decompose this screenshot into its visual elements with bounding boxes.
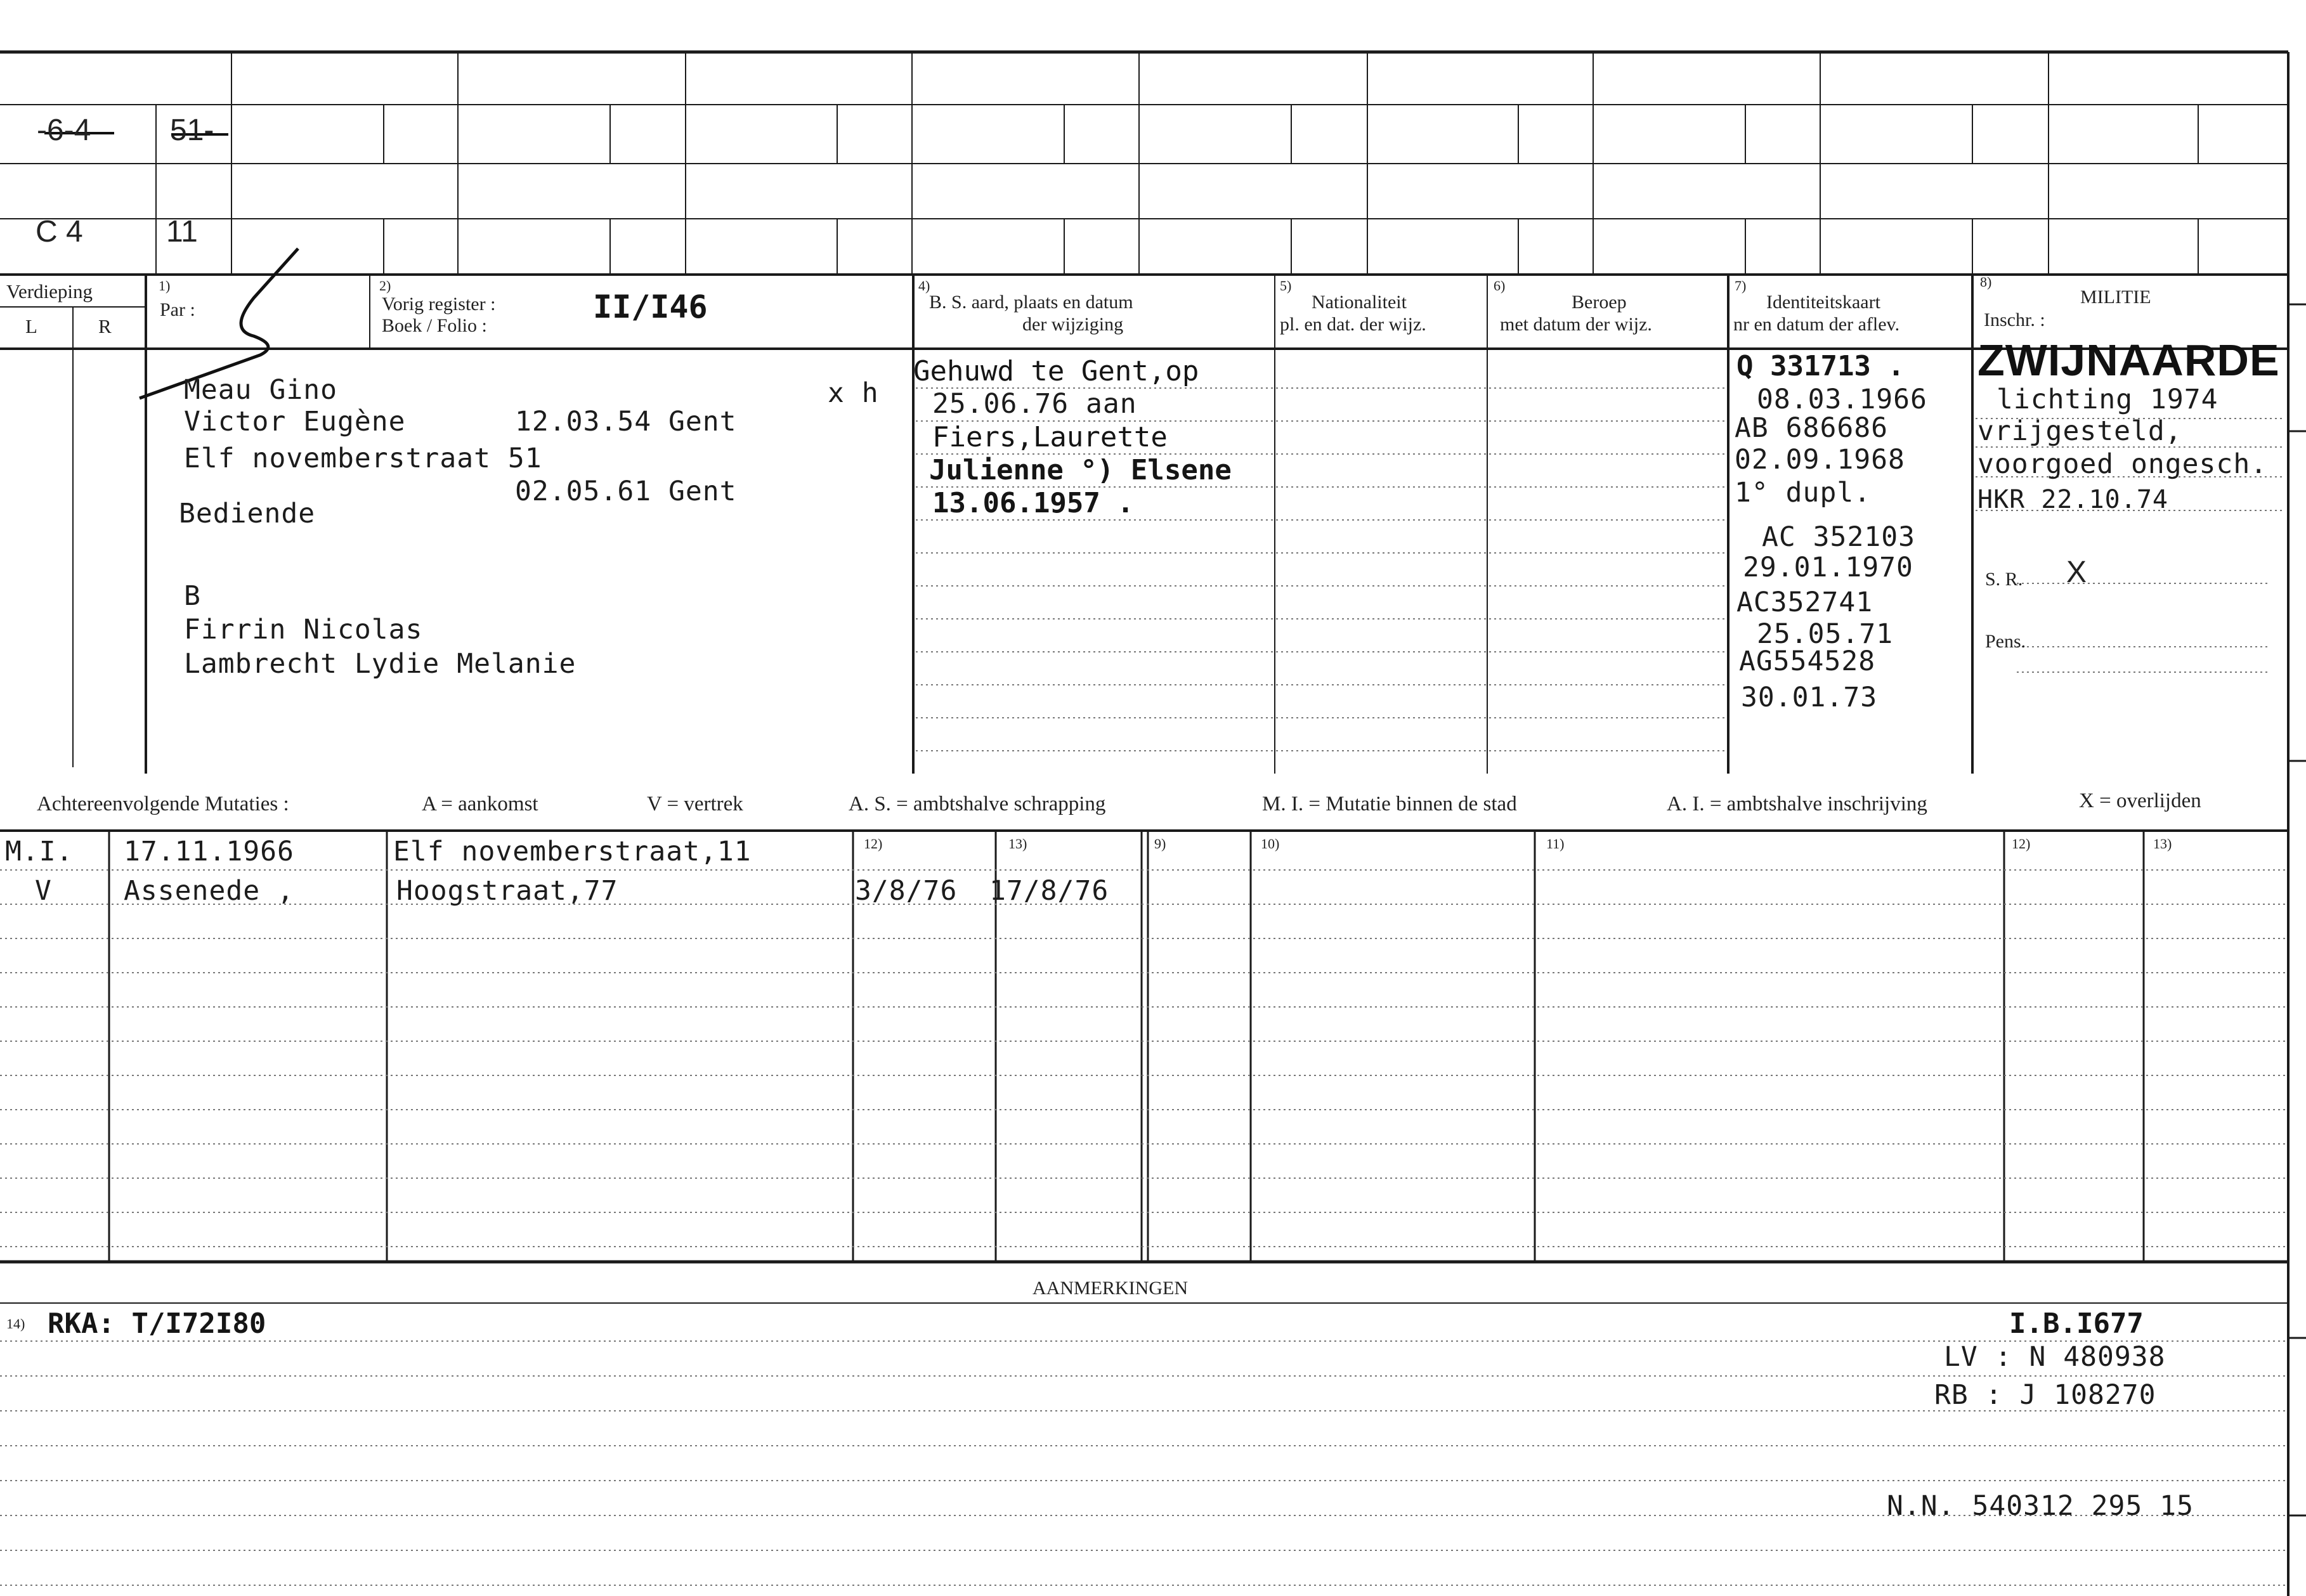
- mutation-2-c13: 17/8/76: [989, 875, 1109, 907]
- verdieping-r: R: [98, 315, 112, 337]
- col2-num: 2): [379, 278, 391, 294]
- mutation-2-address: Hoogstraat,77: [396, 875, 618, 907]
- id-card-line-3: AB 686686: [1735, 412, 1888, 444]
- register-row2-b: 11: [166, 215, 198, 249]
- col7-num: 7): [1735, 278, 1747, 294]
- person-mother: Lambrecht Lydie Melanie: [184, 648, 576, 680]
- id-card-line-10: AG554528: [1739, 646, 1876, 677]
- bs-label-1: B. S. aard, plaats en datum: [929, 292, 1133, 313]
- mutation-1-address: Elf novemberstraat,11: [393, 836, 752, 867]
- inschr-label: Inschr. :: [1984, 309, 2045, 330]
- id-label-1: Identiteitskaart: [1766, 292, 1880, 313]
- militia-line-1: lichting 1974: [1997, 384, 2218, 415]
- militia-stamp: ZWIJNAARDE: [1977, 335, 2280, 385]
- remarks-ib: I.B.I677: [2009, 1307, 2144, 1340]
- bs-label-2: der wijziging: [1022, 314, 1124, 335]
- remarks-rb: RB : J 108270: [1934, 1379, 2156, 1411]
- mut-col-13-b: 13): [2153, 836, 2172, 852]
- verdieping-label: Verdieping: [6, 280, 93, 302]
- person-sex-mark: x h: [828, 377, 879, 409]
- id-label-2: nr en datum der aflev.: [1733, 314, 1900, 335]
- civil-status-line-3: Fiers,Laurette: [932, 421, 1168, 453]
- vorig-register-label: Vorig register :: [382, 294, 496, 315]
- mut-col-12-b: 12): [2012, 836, 2031, 852]
- remarks-nn: N.N. 540312 295 15: [1887, 1490, 2194, 1522]
- mutation-1-type: M.I.: [5, 836, 74, 867]
- mutation-2-place: Assenede ,: [124, 875, 294, 907]
- legend-item-as: A. S. = ambtshalve schrapping: [849, 793, 1106, 815]
- col8-num: 8): [1980, 274, 1992, 290]
- militia-line-3: voorgoed ongesch.: [1977, 448, 2268, 480]
- civil-status-line-4: Julienne °) Elsene: [929, 454, 1232, 486]
- civil-status-line-2: 25.06.76 aan: [932, 388, 1137, 420]
- legend-item-mi: M. I. = Mutatie binnen de stad: [1262, 793, 1517, 815]
- mutation-2-type: V: [35, 875, 52, 907]
- person-name: Meau Gino: [184, 374, 337, 406]
- par-label: Par :: [160, 299, 195, 320]
- person-parents-mark: B: [184, 580, 201, 612]
- person-father: Firrin Nicolas: [184, 614, 423, 646]
- id-card-line-8: AC352741: [1736, 587, 1873, 618]
- person-occupation: Bediende: [179, 498, 316, 529]
- civil-status-line-1: Gehuwd te Gent,op: [913, 355, 1199, 387]
- legend-item-a: A = aankomst: [422, 793, 538, 815]
- mut-col-12-a: 12): [864, 836, 883, 852]
- id-card-line-5: 1° dupl.: [1735, 477, 1872, 509]
- mutation-1-date: 17.11.1966: [124, 836, 294, 867]
- beroep-label-2: met datum der wijz.: [1500, 314, 1652, 335]
- militie-label: MILITIE: [2080, 287, 2151, 308]
- register-row1-a: -6-4: [37, 114, 91, 147]
- col5-num: 5): [1280, 278, 1292, 294]
- legend-item-ai: A. I. = ambtshalve inschrijving: [1667, 793, 1927, 815]
- id-card-line-7: 29.01.1970: [1743, 552, 1913, 583]
- id-card-line-6: AC 352103: [1762, 521, 1915, 553]
- id-card-line-2: 08.03.1966: [1757, 384, 1927, 415]
- nat-label-1: Nationaliteit: [1312, 292, 1407, 313]
- person-birth: 12.03.54 Gent: [515, 406, 737, 438]
- person-address-date: 02.05.61 Gent: [515, 476, 737, 507]
- boek-folio-label: Boek / Folio :: [382, 315, 487, 336]
- remarks-rka: RKA: T/I72I80: [48, 1307, 266, 1340]
- mut-col-11: 11): [1546, 836, 1565, 852]
- legend-item-v: V = vertrek: [647, 793, 743, 815]
- beroep-label-1: Beroep: [1572, 292, 1627, 313]
- id-card-line-1: Q 331713 .: [1736, 350, 1905, 382]
- legend-title: Achtereenvolgende Mutaties :: [37, 793, 289, 815]
- person-address: Elf novemberstraat 51: [184, 443, 542, 474]
- id-card-line-11: 30.01.73: [1741, 682, 1878, 713]
- mut-col-13-a: 13): [1008, 836, 1027, 852]
- civil-status-line-5: 13.06.1957 .: [932, 487, 1134, 519]
- militia-line-4: HKR 22.10.74: [1977, 485, 2168, 514]
- mut-col-10: 10): [1261, 836, 1280, 852]
- remarks-lv: LV : N 480938: [1944, 1341, 2166, 1373]
- id-card-line-4: 02.09.1968: [1735, 444, 1905, 476]
- pens-label: Pens.: [1985, 631, 2026, 652]
- col6-num: 6): [1494, 278, 1506, 294]
- col1-num: 1): [159, 278, 171, 294]
- remarks-title: AANMERKINGEN: [1032, 1278, 1188, 1299]
- col4-num: 4): [918, 278, 930, 294]
- remarks-num: 14): [6, 1316, 25, 1332]
- militia-line-2: vrijgesteld,: [1977, 415, 2182, 447]
- legend-item-x: X = overlijden: [2079, 789, 2201, 812]
- verdieping-l: L: [25, 315, 37, 337]
- mut-col-9: 9): [1154, 836, 1166, 852]
- register-row2-a: C 4: [36, 215, 83, 249]
- vorig-register-value: II/I46: [593, 289, 708, 325]
- sr-value: X: [2066, 555, 2087, 589]
- nat-label-2: pl. en dat. der wijz.: [1280, 314, 1426, 335]
- person-first-names: Victor Eugène: [184, 406, 406, 438]
- id-card-line-9: 25.05.71: [1757, 618, 1894, 650]
- sr-label: S. R.: [1985, 569, 2023, 590]
- mutation-2-c12: 3/8/76: [855, 875, 958, 907]
- register-row1-b: 51-: [170, 114, 214, 147]
